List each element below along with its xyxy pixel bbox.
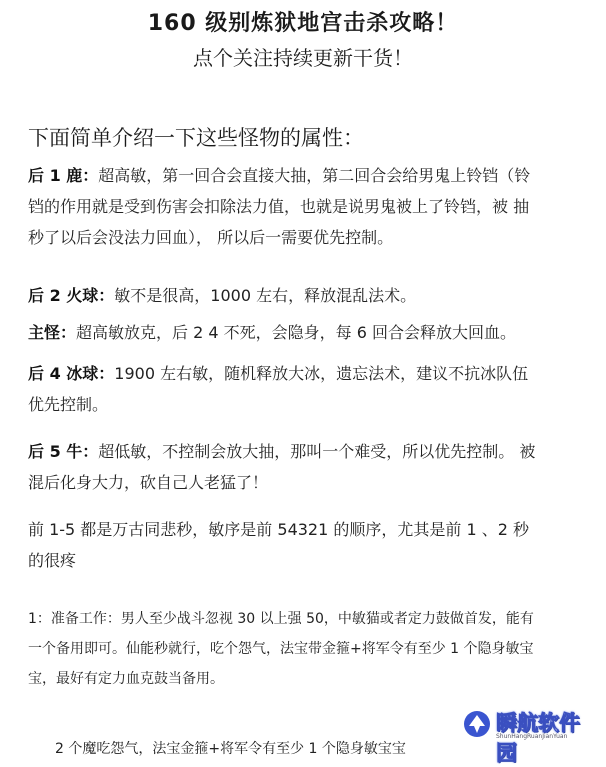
monster-desc: 超高敏，第一回合会直接大抽，第二回合会给男鬼上铃铛（铃 <box>98 166 531 185</box>
monster-desc: 优先控制。 <box>28 395 109 414</box>
watermark-text: 瞬航软件园 <box>496 711 580 765</box>
watermark-subtext: ShunHangRuanJianYuan <box>496 733 568 740</box>
preparation-section <box>28 604 588 694</box>
monster-item-4 <box>28 358 588 420</box>
section-heading: 下面简单介绍一下这些怪物的属性： <box>28 126 364 150</box>
monster-label: 主怪： <box>28 323 77 342</box>
watermark <box>462 703 592 765</box>
note-line: 的很疼 <box>28 551 77 570</box>
prep-line: 1：准备工作：男人至少战斗忽视 30 以上强 50，中敏猫或者定力鼓做首发，能有 <box>28 611 534 627</box>
monster-label: 后 1 鹿： <box>28 166 99 185</box>
monster-item-boss <box>28 317 588 348</box>
prep-line: 宝，最好有定力血克鼓当备用。 <box>28 671 224 687</box>
monster-desc: 超高敏放克，后 2 4 不死，会隐身，每 6 回合会释放大回血。 <box>76 323 516 342</box>
note-line: 前 1-5 都是万古同悲秒，敏序是前 54321 的顺序，尤其是前 1 、2 秒 <box>28 520 529 539</box>
monster-desc: 秒了以后会没法力回血）， 所以后一需要优先控制。 <box>28 228 394 247</box>
monster-item-2 <box>28 280 588 311</box>
monster-item-5 <box>28 436 588 498</box>
watermark-logo-icon <box>462 709 492 739</box>
speed-order-note <box>28 514 588 576</box>
monster-desc: 超低敏，不控制会放大抽，那叫一个难受，所以优先控制。 被 <box>98 442 536 461</box>
monster-desc: 敏不是很高，1000 左右，释放混乱法术。 <box>114 286 417 305</box>
monster-label: 后 5 牛： <box>28 442 99 461</box>
monster-label: 后 4 冰球： <box>28 364 115 383</box>
monster-item-1 <box>28 160 588 253</box>
monster-desc: 混后化身大力，砍自己人老猛了！ <box>28 473 269 492</box>
cut-off-line: 2 个魔吃怨气，法宝金箍+将军令有至少 1 个隐身敏宝宝 <box>55 741 406 757</box>
monster-label: 后 2 火球： <box>28 286 115 305</box>
monster-desc: 1900 左右敏，随机释放大冰，遗忘法术，建议不抗冰队伍 <box>114 364 529 383</box>
page-subtitle: 点个关注持续更新干货！ <box>193 46 413 70</box>
page-title: 160 级别炼狱地宫击杀攻略！ <box>147 11 459 36</box>
prep-line: 一个备用即可。仙能秒就行，吃个怨气，法宝带金箍+将军令有至少 1 个隐身敏宝 <box>28 641 534 657</box>
monster-desc: 铛的作用就是受到伤害会扣除法力值，也就是说男鬼被上了铃铛，被 抽 <box>28 197 530 216</box>
